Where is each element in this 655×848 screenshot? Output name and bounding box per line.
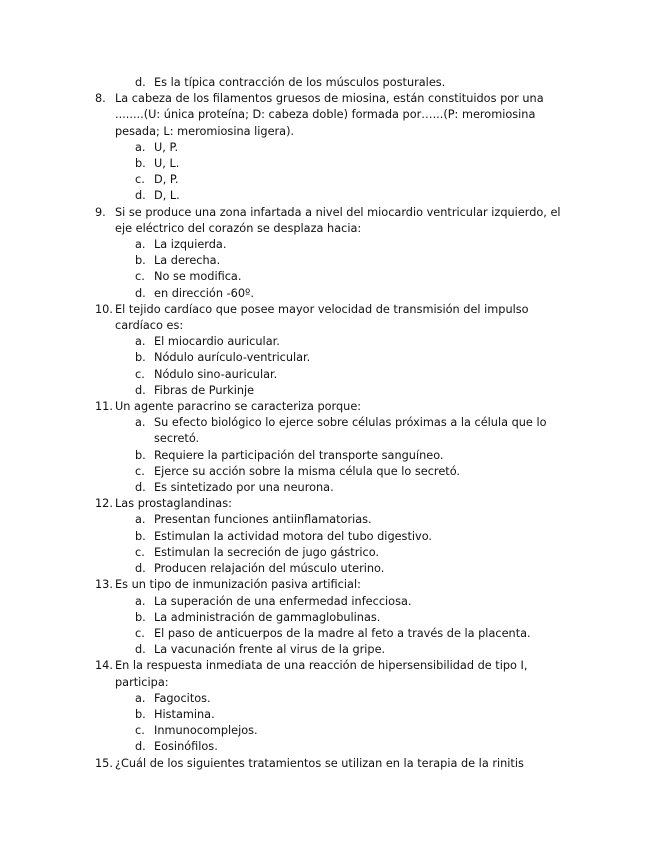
question-number: 11. <box>95 400 113 414</box>
option-text: en dirección -60º. <box>154 286 254 300</box>
answer-option <box>0 172 655 188</box>
option-text: Estimulan la secreción de jugo gástrico. <box>154 545 380 559</box>
answer-option <box>0 723 655 739</box>
answer-option <box>0 334 655 350</box>
option-letter: a. <box>135 416 146 430</box>
option-text: Nódulo aurículo-ventricular. <box>154 351 311 365</box>
option-text: No se modifica. <box>154 270 242 284</box>
option-letter: d. <box>135 643 146 657</box>
question-stem: ¿Cuál de los siguientes tratamientos se utilizan en la terapia de la rinitis <box>115 756 524 770</box>
option-letter: c. <box>135 464 145 478</box>
option-letter: a. <box>135 238 146 252</box>
option-text: La izquierda. <box>154 238 227 252</box>
option-text: La derecha. <box>154 254 221 268</box>
option-letter: b. <box>135 157 146 171</box>
question-stem: Si se produce una zona infartada a nivel del miocardio ventricular izquierdo, el eje eléctrico del corazón se desplaza hacia: <box>115 205 561 235</box>
option-letter: c. <box>135 367 145 381</box>
answer-option <box>0 269 655 285</box>
question-12 <box>0 496 655 512</box>
option-letter: d. <box>135 740 146 754</box>
option-text: Su efecto biológico lo ejerce sobre células próximas a la célula que lo secretó. <box>154 416 547 446</box>
answer-option <box>0 464 655 480</box>
answer-option <box>0 545 655 561</box>
question-stem: El tejido cardíaco que posee mayor velocidad de transmisión del impulso cardíaco es: <box>115 302 529 333</box>
option-text: Histamina. <box>154 707 215 721</box>
answer-option <box>0 739 655 755</box>
option-letter: b. <box>135 254 146 268</box>
question-number: 13. <box>95 578 113 592</box>
lead-option <box>0 75 655 91</box>
question-13 <box>0 577 655 593</box>
answer-option <box>0 383 655 399</box>
question-number: 12. <box>95 497 113 511</box>
option-letter: a. <box>135 691 146 705</box>
option-letter: d. <box>135 76 146 89</box>
question-number: 15. <box>95 756 113 770</box>
answer-option <box>0 642 655 658</box>
option-text: El miocardio auricular. <box>154 335 280 349</box>
question-stem: Es un tipo de inmunización pasiva artificial: <box>115 578 361 592</box>
option-letter: a. <box>135 594 146 608</box>
option-letter: b. <box>135 351 146 365</box>
option-text: La administración de gammaglobulinas. <box>154 610 381 624</box>
question-9 <box>0 205 655 237</box>
question-10 <box>0 302 655 334</box>
question-stem: Un agente paracrino se caracteriza porque: <box>115 400 362 414</box>
option-letter: d. <box>135 286 146 300</box>
answer-option <box>0 140 655 156</box>
option-text: Estimulan la actividad motora del tubo digestivo. <box>154 529 433 543</box>
question-stem: La cabeza de los filamentos gruesos de miosina, están constituidos por una ........(U: única proteína; D: cabeza doble) formada por…...(P: meromiosina pesada; L: meromiosina ligera). <box>115 92 544 138</box>
option-text: D, L. <box>154 189 180 203</box>
option-letter: d. <box>135 383 146 397</box>
answer-option <box>0 367 655 383</box>
option-letter: b. <box>135 529 146 543</box>
question-number: 9. <box>95 205 106 219</box>
question-stem: En la respuesta inmediata de una reacción de hipersensibilidad de tipo I, participa: <box>115 659 528 689</box>
option-letter: c. <box>135 270 145 284</box>
answer-option <box>0 156 655 172</box>
option-text: Inmunocomplejos. <box>154 724 258 738</box>
option-text: D, P. <box>154 173 179 187</box>
answer-option <box>0 253 655 269</box>
option-letter: d. <box>135 562 146 576</box>
option-text: Eosinófilos. <box>154 740 218 754</box>
option-letter: d. <box>135 481 146 495</box>
option-letter: c. <box>135 173 145 187</box>
option-letter: a. <box>135 513 146 527</box>
question-15 <box>0 756 655 772</box>
option-text: U, L. <box>154 157 180 171</box>
answer-option <box>0 610 655 626</box>
option-text: Requiere la participación del transporte sanguíneo. <box>154 448 444 462</box>
option-letter: c. <box>135 626 145 640</box>
answer-option <box>0 561 655 577</box>
question-11 <box>0 399 655 415</box>
option-text: El paso de anticuerpos de la madre al feto a través de la placenta. <box>154 626 531 640</box>
option-text: La superación de una enfermedad infecciosa. <box>154 594 412 608</box>
option-letter: c. <box>135 724 145 738</box>
option-text: Nódulo sino-auricular. <box>154 367 278 381</box>
answer-option <box>0 480 655 496</box>
answer-option <box>0 512 655 528</box>
option-letter: b. <box>135 448 146 462</box>
question-number: 14. <box>95 659 113 673</box>
answer-option <box>0 237 655 253</box>
option-text: U, P. <box>154 140 179 154</box>
option-text: La vacunación frente al virus de la gripe. <box>154 643 386 657</box>
option-letter: a. <box>135 335 146 349</box>
question-number: 10. <box>95 302 113 316</box>
question-8 <box>0 91 655 140</box>
answer-option <box>0 707 655 723</box>
answer-option <box>0 415 655 447</box>
option-text: Ejerce su acción sobre la misma célula que lo secretó. <box>154 464 461 478</box>
option-letter: d. <box>135 189 146 203</box>
option-text: Es sintetizado por una neurona. <box>154 481 334 495</box>
answer-option <box>0 529 655 545</box>
option-letter: b. <box>135 707 146 721</box>
question-14 <box>0 658 655 690</box>
option-text: Producen relajación del músculo uterino. <box>154 562 385 576</box>
answer-option <box>0 691 655 707</box>
answer-option <box>0 286 655 302</box>
option-letter: c. <box>135 545 145 559</box>
option-letter: a. <box>135 140 146 154</box>
answer-option <box>0 594 655 610</box>
option-text: Es la típica contracción de los músculos posturales. <box>154 76 446 89</box>
answer-option <box>0 350 655 366</box>
answer-option <box>0 626 655 642</box>
answer-option <box>0 448 655 464</box>
option-text: Fagocitos. <box>154 691 211 705</box>
option-text: Presentan funciones antiinflamatorias. <box>154 513 372 527</box>
question-number: 8. <box>95 92 106 106</box>
question-stem: Las prostaglandinas: <box>115 497 232 511</box>
answer-option <box>0 188 655 204</box>
option-letter: b. <box>135 610 146 624</box>
option-text: Fibras de Purkinje <box>154 383 255 397</box>
question-list <box>0 75 655 772</box>
